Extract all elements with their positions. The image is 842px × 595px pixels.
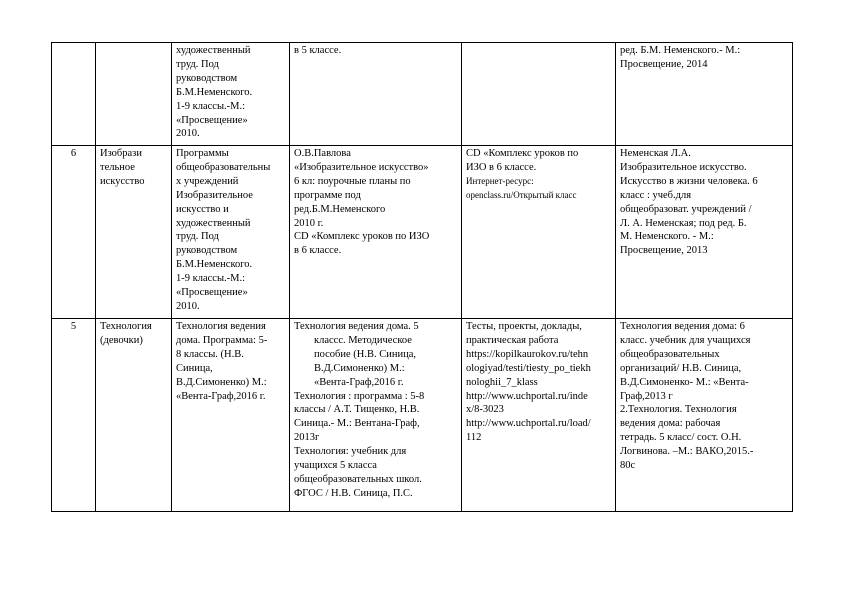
cell-line: 2010.: [176, 128, 200, 140]
cell-line: Искусство в жизни человека. 6: [620, 175, 758, 187]
cell-line: Б.М.Неменского.: [176, 259, 253, 271]
program-cell: [172, 43, 290, 146]
textbook-cell: [616, 43, 793, 146]
cell-line: В.Д.Симоненко) М.:: [314, 362, 405, 374]
cell-line: Логвинова. –М.: ВАКО,2015.-: [620, 446, 754, 458]
subject-cell: [96, 146, 172, 319]
cell-line: искусство и: [176, 203, 229, 215]
cell-line: «Вента-Граф,2016 г.: [314, 376, 404, 388]
cell-line: «Вента-Граф,2016 г.: [176, 390, 266, 402]
cell-line: Б.М.Неменского.: [176, 86, 253, 98]
textbook-cell: [616, 146, 793, 319]
cell-line: художественный: [176, 45, 251, 56]
digital-resources-cell: [462, 319, 616, 512]
row-number-cell: 6: [52, 146, 96, 319]
cell-line: общеобразоват. учреждений /: [620, 203, 752, 215]
cell-line: 8 классы. (Н.В.: [176, 348, 244, 360]
cell-line: Изобразительное искусство.: [620, 161, 747, 173]
resource-link[interactable]: http://www.uchportal.ru/inde: [466, 390, 588, 402]
cell-line: класс. учебник для учащихся: [620, 334, 751, 346]
resource-link[interactable]: openclass.ru/Открытый класс: [466, 189, 577, 200]
cell-line: «Просвещение»: [176, 114, 248, 126]
cell-line: Неменская Л.А.: [620, 148, 691, 159]
program-cell: [172, 319, 290, 512]
cell-line: Технология ведения дома. 5: [294, 321, 419, 332]
cell-line: В.Д.Симоненко- М.: «Вента-: [620, 376, 749, 388]
cell-line: Технология: [100, 321, 152, 332]
cell-line: ред.Б.М.Неменского: [294, 203, 386, 215]
resource-link[interactable]: x/8-3023: [466, 404, 504, 416]
resource-link[interactable]: http://www.uchportal.ru/load/: [466, 418, 591, 430]
cell-line: Интернет-ресурс:: [466, 175, 534, 186]
cell-line: Программы: [176, 148, 229, 159]
cell-line: руководством: [176, 245, 238, 257]
cell-line: Технология ведения: [176, 321, 266, 332]
cell-line: общеобразовательны: [176, 161, 271, 173]
cell-line: В.Д.Симоненко) М.:: [176, 376, 267, 388]
cell-line: х учреждений: [176, 175, 239, 187]
subject-cell: [96, 319, 172, 512]
cell-line: CD «Комплекс уроков по: [466, 148, 579, 159]
cell-line: ред. Б.М. Неменского.- М.:: [620, 45, 741, 56]
cell-line: Технология: учебник для: [294, 446, 407, 458]
table-row: [52, 43, 793, 146]
cell-line: 2010.: [176, 300, 200, 312]
cell-line: труд. Под: [176, 231, 219, 243]
cell-line: Синица,: [176, 362, 213, 374]
cell-line: CD «Комплекс уроков по ИЗО: [294, 231, 430, 243]
cell-line: Просвещение, 2014: [620, 58, 708, 70]
digital-resources-cell: [462, 43, 616, 146]
cell-line: пособие (Н.В. Синица,: [314, 348, 417, 360]
cell-line: тетрадь. 5 класс/ сост. О.Н.: [620, 432, 742, 444]
cell-line: практическая работа: [466, 334, 559, 346]
resource-link[interactable]: nologhii_7_klass: [466, 376, 538, 388]
cell-line: 2013г: [294, 432, 320, 444]
methodical-cell: [290, 43, 462, 146]
cell-line: Л. А. Неменская; под ред. Б.: [620, 217, 747, 229]
resource-link[interactable]: https://kopilkaurokov.ru/tehn: [466, 348, 589, 360]
methodical-cell: [290, 319, 462, 512]
cell-line: Синица.- М.: Вентана-Граф,: [294, 418, 420, 430]
cell-line: классс. Методическое: [314, 334, 412, 346]
cell-line: «Просвещение»: [176, 287, 248, 299]
program-cell: [172, 146, 290, 319]
cell-line: Технология ведения дома: 6: [620, 321, 745, 332]
cell-line: 2.Технология. Технология: [620, 404, 737, 416]
digital-resources-cell: [462, 146, 616, 319]
cell-line: организаций/ Н.В. Синица,: [620, 362, 742, 374]
cell-line: М. Неменского. - М.:: [620, 231, 714, 243]
cell-line: труд. Под: [176, 58, 219, 70]
cell-line: художественный: [176, 217, 251, 229]
table-row: [52, 319, 793, 512]
cell-line: (девочки): [100, 334, 143, 346]
cell-line: в 6 классе.: [294, 245, 342, 257]
cell-line: О.В.Павлова: [294, 148, 351, 159]
cell-line: 2010 г.: [294, 217, 324, 229]
textbook-cell: [616, 319, 793, 512]
cell-line: классы / А.Т. Тищенко, Н.В.: [294, 404, 420, 416]
cell-line: ведения дома: рабочая: [620, 418, 721, 430]
cell-line: искусство: [100, 175, 145, 187]
cell-line: дома. Программа: 5-: [176, 334, 268, 346]
cell-line: класс : учеб.для: [620, 189, 692, 201]
cell-line: Изобрази: [100, 148, 142, 159]
cell-line: «Изобразительное искусство»: [294, 161, 429, 173]
cell-line: ФГОС / Н.В. Синица, П.С.: [294, 487, 413, 499]
table-row: [52, 146, 793, 319]
cell-line: Тесты, проекты, доклады,: [466, 321, 582, 332]
cell-line: общеобразовательных школ.: [294, 473, 422, 485]
cell-line: 6 кл: поурочные планы по: [294, 175, 411, 187]
cell-line: Изобразительное: [176, 189, 253, 201]
cell-line: 80с: [620, 460, 636, 472]
methodical-cell: [290, 146, 462, 319]
curriculum-table: [51, 42, 793, 512]
subject-cell: [96, 43, 172, 146]
cell-line: тельное: [100, 161, 135, 173]
resource-link[interactable]: ologiyad/testi/tiesty_po_tiekh: [466, 362, 591, 374]
cell-line: 1-9 классы.-М.:: [176, 273, 245, 285]
cell-line: в 5 классе.: [294, 45, 342, 56]
resource-link[interactable]: 112: [466, 432, 482, 444]
cell-line: учащихся 5 класса: [294, 460, 377, 472]
cell-line: общеобразовательных: [620, 348, 720, 360]
row-number-cell: [52, 43, 96, 146]
cell-line: программе под: [294, 189, 361, 201]
cell-line: Технология : программа : 5-8: [294, 390, 425, 402]
cell-line: Просвещение, 2013: [620, 245, 708, 257]
row-number-cell: 5: [52, 319, 96, 512]
cell-line: руководством: [176, 72, 238, 84]
cell-line: 1-9 классы.-М.:: [176, 100, 245, 112]
cell-line: ИЗО в 6 классе.: [466, 161, 537, 173]
cell-line: Граф,2013 г: [620, 390, 673, 402]
